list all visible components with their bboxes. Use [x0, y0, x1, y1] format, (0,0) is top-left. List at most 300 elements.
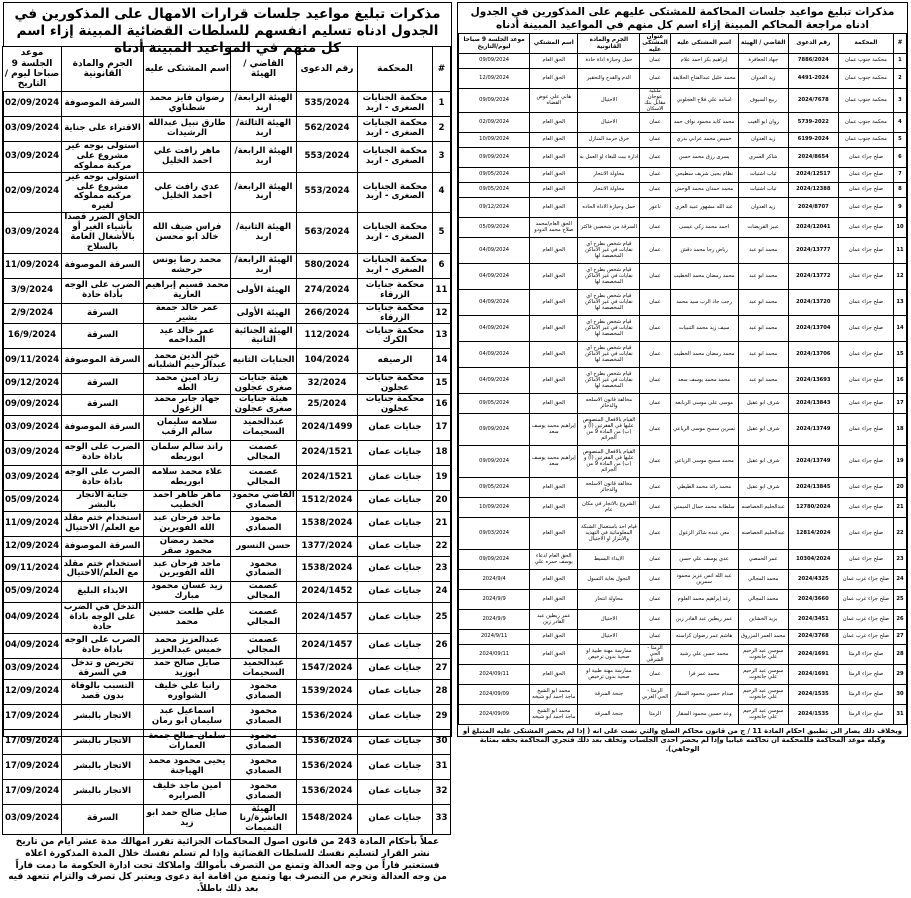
cell-crime: السرقة [62, 804, 144, 835]
cell-judge: الهيئة الثالثة/ اربد [231, 117, 297, 142]
cell-case: 1536/2024 [297, 754, 358, 779]
table-row [459, 590, 907, 610]
cell-judge: شرف ابو عقيل [738, 478, 788, 498]
cell-num: 25 [893, 590, 906, 610]
col-header-plaintiff: اسم المشتكي [530, 34, 578, 54]
cell-date: 09/11/2024 [3, 557, 62, 582]
table-row [459, 69, 907, 89]
cell-date: 04/09/2024 [3, 603, 62, 634]
cell-case: 2024/1457 [297, 633, 358, 658]
cell-name: محمد رمضان محمد الخطيب [670, 342, 738, 368]
cell-addr: عمان [640, 590, 670, 610]
cell-num: 13 [893, 290, 906, 316]
cell-date: 04/09/2024 [459, 238, 530, 264]
cell-case: 2024/3660 [788, 590, 838, 610]
cell-crime: محاولة الانتحار [578, 168, 640, 183]
cell-plaintiff: الحق العام [530, 630, 578, 645]
table-row [459, 518, 907, 550]
cell-court: صلح جزاء الرمثا [838, 645, 893, 665]
cell-date: 2024/9/9 [459, 590, 530, 610]
cell-crime: التسبب بالوفاة بدون قصد [62, 679, 144, 704]
table-row [459, 218, 907, 238]
cell-name: سلطانه محمد جمال الميمني [670, 498, 738, 518]
cell-addr: عمان [640, 133, 670, 148]
cell-name: محمد عمر فرا [670, 665, 738, 685]
cell-crime: السرقة الموصوفة [62, 92, 144, 117]
cell-crime: السرقة الموصوفة [62, 536, 144, 557]
cell-case: 112/2024 [297, 324, 358, 349]
cell-num: 30 [893, 685, 906, 705]
cell-name: خير الدين محمد عبدالرحيم الشلبانه [144, 349, 231, 374]
cell-num: 1 [893, 54, 906, 69]
cell-court: صلح جزاء الرمثا [838, 665, 893, 685]
cell-name: رغد إبراهيم محمد العلوم [670, 590, 738, 610]
cell-num: 16 [433, 395, 451, 416]
cell-addr: عمان [640, 446, 670, 478]
cell-date: 03/09/2024 [3, 415, 62, 440]
cell-addr: الرمثا [640, 705, 670, 725]
cell-name: صايل صالح حمد ابو زيد [144, 804, 231, 835]
cell-judge: سوسن عبد الرحيم علي جانخوت [738, 665, 788, 685]
table-row [459, 316, 907, 342]
cell-num: 17 [893, 394, 906, 414]
table-row [459, 478, 907, 498]
table-row [459, 290, 907, 316]
cell-judge: ثياب اشتيات [738, 183, 788, 198]
cell-case: 1547/2024 [297, 658, 358, 679]
table-row [459, 550, 907, 570]
cell-num: 9 [893, 198, 906, 218]
cell-case: 2024/13843 [788, 394, 838, 414]
table-row [3, 582, 451, 603]
cell-court: محكمة جنايات الزرقاء [358, 278, 433, 303]
cell-judge: هيئة جنايات صغرى عجلون [231, 374, 297, 395]
cell-date: 10/09/2024 [459, 498, 530, 518]
cell-crime: مخالفة قانون الاسلحه والذخائر [578, 394, 640, 414]
cell-case: 553/2024 [297, 172, 358, 213]
cell-case: 2024/1691 [788, 645, 838, 665]
cell-name: طارق نبيل عبدالله الرشيدات [144, 117, 231, 142]
cell-name: سلمان صالح جمعة العمارات [144, 729, 231, 754]
cell-case: 1377/2024 [297, 536, 358, 557]
col-header-num: # [893, 34, 906, 54]
cell-addr: عمان [640, 183, 670, 198]
cell-court: محكمة جنوب عمان [838, 54, 893, 69]
cell-case: 7886/2024 [788, 54, 838, 69]
cell-court: صلح جزاء عمان [838, 550, 893, 570]
cell-name: محمد قسيم إبراهيم العارية [144, 278, 231, 303]
cell-num: 12 [433, 303, 451, 324]
cell-case: 2024/3451 [788, 610, 838, 630]
cell-court: صلح جزاء عمان [838, 394, 893, 414]
cell-num: 24 [893, 570, 906, 590]
col-header-defendant: اسم المشتكى عليه [670, 34, 738, 54]
cell-court: محكمة جنايات الكرك [358, 324, 433, 349]
cell-judge: هيئة جنايات صغرى عجلون [231, 395, 297, 416]
cell-date: 16/9/2024 [3, 324, 62, 349]
cell-name: عدي يوسف علي حسن [670, 550, 738, 570]
cell-addr: عمان [640, 69, 670, 89]
cell-date: 05/09/2024 [3, 490, 62, 511]
cell-case: 1536/2024 [297, 704, 358, 729]
cell-date: 2024/09/11 [459, 645, 530, 665]
cell-case: 2024/1499 [297, 415, 358, 440]
cell-crime: التجول بغاية التسول [578, 570, 640, 590]
cell-case: 2024/1457 [297, 603, 358, 634]
cell-crime: ادارة بيت للبغاء او العمل به [578, 148, 640, 168]
cell-court: صلح جزاء عمان [838, 290, 893, 316]
cell-num: 27 [893, 630, 906, 645]
cell-name: إبراهيم بكر احمد علام [670, 54, 738, 69]
cell-plaintiff: محمد ابو الشيخ ماجد احمد ابو شيخه [530, 705, 578, 725]
cell-judge: زيد العدوان [738, 133, 788, 148]
table-row [3, 213, 451, 254]
table-row [3, 142, 451, 173]
cell-date: 04/09/2024 [3, 633, 62, 658]
cell-date: 03/09/2024 [3, 658, 62, 679]
table-row [3, 511, 451, 536]
cell-case: 1536/2024 [297, 779, 358, 804]
right-notice-table [458, 33, 907, 725]
cell-name: فراس ضيف الله خالد ابو محسن [144, 213, 231, 254]
cell-plaintiff: عمر ريطين عبد القادر زين [530, 610, 578, 630]
cell-date: 2024/9/9 [459, 610, 530, 630]
cell-court: جنايات عمان [358, 536, 433, 557]
cell-num: 15 [433, 374, 451, 395]
cell-date: 09/09/2024 [459, 414, 530, 446]
cell-date: 17/09/2024 [3, 704, 62, 729]
table-row [3, 253, 451, 278]
cell-judge: زيد العدوان [738, 198, 788, 218]
cell-name: محمد رائد محمد الطيطي [670, 478, 738, 498]
cell-crime: الايذاء البليغ [62, 582, 144, 603]
cell-judge: الهيئة الأولى [231, 303, 297, 324]
cell-date: 2024/9/11 [459, 630, 530, 645]
cell-judge: عصمت المجالي [231, 582, 297, 603]
cell-case: 32/2024 [297, 374, 358, 395]
cell-crime: الاتجار بالبشر [62, 779, 144, 804]
cell-court: محكمة الجنايات الصغرى - اربد [358, 213, 433, 254]
cell-date: 04/09/2024 [459, 342, 530, 368]
cell-crime: الشروع بالاتجار في مكان عام [578, 498, 640, 518]
cell-judge: الهيئة الرابعة/ اربد [231, 172, 297, 213]
cell-date: 09/09/2024 [459, 54, 530, 69]
table-row [459, 685, 907, 705]
cell-crime: الاحتيال [578, 630, 640, 645]
cell-name: اسامه علي فلاح العجلوني [670, 89, 738, 113]
cell-date: 12/09/2024 [459, 69, 530, 89]
left-table-body [3, 92, 451, 835]
cell-case: 2024/13704 [788, 316, 838, 342]
cell-num: 29 [433, 704, 451, 729]
cell-addr: عمان [640, 610, 670, 630]
table-row [3, 490, 451, 511]
cell-case: 1548/2024 [297, 804, 358, 835]
cell-plaintiff: الحق العام [530, 238, 578, 264]
cell-date: 09/09/2024 [459, 550, 530, 570]
cell-case: 2024/12517 [788, 168, 838, 183]
cell-num: 29 [893, 665, 906, 685]
cell-judge: محمد المجالي [738, 570, 788, 590]
table-row [459, 198, 907, 218]
cell-court: صلح جزاء عمان [838, 238, 893, 264]
cell-addr: عمان [640, 394, 670, 414]
cell-name: ماجد فرحان عبد الله الفويرين [144, 511, 231, 536]
cell-date: 04/09/2024 [459, 368, 530, 394]
cell-date: 04/09/2024 [459, 316, 530, 342]
cell-num: 27 [433, 658, 451, 679]
cell-court: محكمة الجنايات الصغرى - اربد [358, 92, 433, 117]
col-header-judge: القاضي / الهيئة [738, 34, 788, 54]
left-notice-table [2, 46, 451, 835]
left-notice-title: مذكرات تبليغ مواعيد جلسات قرارات الامهال على المذكورين في الجدول ادناه تسليم انفسهم للسلطات القضائية المبينة إزاء اسم كل منهم في المواعيد المبينة أدناه [14, 6, 441, 56]
cell-num: 12 [893, 264, 906, 290]
cell-case: 2024/13777 [788, 238, 838, 264]
cell-crime: الاتجار بالبشر [62, 704, 144, 729]
cell-court: صلح جزاء عمان [838, 264, 893, 290]
cell-plaintiff: الحق العام [530, 590, 578, 610]
cell-case: 274/2024 [297, 278, 358, 303]
right-notice-footer: وبخلاف ذلك يصار الى تطبيق احكام المادة 11 / ج من قانون محاكم الصلح والتي نصت على انه ( إذا لم يحضر المشتكى عليه المتبلغ أو وكيله موعد المحاكمة فللمحكمة ان تحاكمه غيابيا وإذا لم يحضر احدى الجلسات وتخلف بعد ذلك فتجري المحاكمة بحقه بمثابة الوجاهي). [462, 727, 903, 754]
table-row [3, 804, 451, 835]
cell-name: جهاد جابر محمد الزغول [144, 395, 231, 416]
cell-date: 03/09/2024 [3, 465, 62, 490]
cell-crime: الاحتيال [578, 610, 640, 630]
cell-case: 2024/13706 [788, 342, 838, 368]
cell-case: 2024/1535 [788, 705, 838, 725]
cell-date: 02/09/2024 [3, 92, 62, 117]
cell-name: رانيا علي خليف الشواوره [144, 679, 231, 704]
cell-judge: الهيئة الجنائية الثانية [231, 324, 297, 349]
cell-num: 31 [433, 754, 451, 779]
cell-date: 17/09/2024 [3, 754, 62, 779]
cell-date: 2024/9/4 [459, 570, 530, 590]
cell-case: 104/2024 [297, 349, 358, 374]
cell-name: محمد سميح موسى الرياعي [670, 446, 738, 478]
cell-crime: السرقة [62, 324, 144, 349]
cell-name: محمد محمد يوسف سعد [670, 368, 738, 394]
cell-num: 20 [893, 478, 906, 498]
table-row [459, 183, 907, 198]
cell-crime: استخدام ختم مقلد مع العلم/ الاحتيال [62, 511, 144, 536]
col-header-court: المحكمة [838, 34, 893, 54]
cell-date: 12/09/2024 [3, 679, 62, 704]
cell-crime: السرقة الموصوفة [62, 349, 144, 374]
cell-crime: القيام بالافعال المنصوص عليها في الفقرتين (أ) و (ب) من المادة 9 من الجرائم [578, 446, 640, 478]
cell-plaintiff: الحق العام [530, 54, 578, 69]
col-header-date: موعد الجلسة 9 صباحا ليوم/التاريخ [459, 34, 530, 54]
cell-date: 03/09/2024 [3, 117, 62, 142]
cell-crime: جنحة السرقة [578, 685, 640, 705]
cell-crime: السرقة من شخصين فاكثر [578, 218, 640, 238]
cell-crime: جناية الاتجار بالبشر [62, 490, 144, 511]
table-row [3, 395, 451, 416]
cell-plaintiff: الحق العام [530, 342, 578, 368]
cell-name: يسرى رزق محمد حسن [670, 148, 738, 168]
cell-judge: الهيئة الرابعة/ اربد [231, 142, 297, 173]
cell-judge: محمود الصمادي [231, 729, 297, 754]
table-row [459, 238, 907, 264]
cell-crime: السرقة [62, 395, 144, 416]
right-table-header-row [459, 34, 907, 54]
table-row [459, 264, 907, 290]
cell-plaintiff: الحق العام [530, 264, 578, 290]
table-row [3, 440, 451, 465]
cell-court: صلح جزاء الرمثا [838, 705, 893, 725]
cell-court: جنايات عمان [358, 729, 433, 754]
cell-name: عمر ريطين عبد القادر زين [670, 610, 738, 630]
cell-case: 2024/1535 [788, 685, 838, 705]
cell-num: 5 [893, 133, 906, 148]
table-row [459, 394, 907, 414]
cell-plaintiff: الحق العام [530, 368, 578, 394]
cell-addr: عمان [640, 218, 670, 238]
cell-name: سيف زيد محمد التنبيات [670, 316, 738, 342]
cell-addr: عمان [640, 238, 670, 264]
cell-num: 15 [893, 342, 906, 368]
table-row [3, 303, 451, 324]
cell-court: جنايات عمان [358, 603, 433, 634]
cell-addr: ملكية عوجان مقابل بنك الاسكان [640, 89, 670, 113]
cell-addr: عمان [640, 148, 670, 168]
cell-date: 17/09/2024 [3, 779, 62, 804]
cell-crime: الاتجار بالبشر [62, 754, 144, 779]
cell-crime: الضرب على الوجه باداة حادة [62, 440, 144, 465]
cell-name: علي طلعت حسين محمد [144, 603, 231, 634]
cell-court: جنايات عمان [358, 754, 433, 779]
cell-crime: القيام بالافعال المنصوص عليها في الفقرتين (أ) و (ب) من المادة 9 من الجرائم [578, 414, 640, 446]
cell-addr: عمان [640, 630, 670, 645]
cell-name: عدي رافت علي احمد الخليل [144, 172, 231, 213]
cell-num: 13 [433, 324, 451, 349]
table-row [3, 729, 451, 754]
cell-judge: سوسن عبد الرحيم علي جانخوت [738, 645, 788, 665]
table-row [459, 342, 907, 368]
col-header-num: # [433, 47, 451, 92]
table-row [459, 446, 907, 478]
cell-name: محمد رمضان محمود صقر [144, 536, 231, 557]
cell-case: 553/2024 [297, 142, 358, 173]
cell-num: 21 [433, 511, 451, 536]
cell-name: موسى علي موسى الربابعه [670, 394, 738, 414]
cell-name: رياض رجا محمد دقش [670, 238, 738, 264]
cell-plaintiff: الحق العام [530, 113, 578, 133]
table-row [3, 603, 451, 634]
cell-num: 26 [433, 633, 451, 658]
cell-date: 2/9/2024 [3, 303, 62, 324]
cell-case: 2024/8654 [788, 148, 838, 168]
table-row [3, 465, 451, 490]
col-header-crime: الجرم والمادة القانونية [578, 34, 640, 54]
cell-date: 12/09/2024 [3, 536, 62, 557]
cell-num: 18 [893, 414, 906, 446]
cell-name: رجب جاد الرب سيد محمد [670, 290, 738, 316]
cell-name: خميس محمد عرابي بدري [670, 133, 738, 148]
cell-addr: عمان [640, 518, 670, 550]
cell-name: عبد الله انس عزيز محمود سمرين [670, 570, 738, 590]
cell-name: محمد رضا يونس حرحشه [144, 253, 231, 278]
table-row [459, 148, 907, 168]
cell-case: 2024/13772 [788, 264, 838, 290]
cell-addr: عمان [640, 478, 670, 498]
table-row [3, 679, 451, 704]
cell-court: صلح جزاء عمان [838, 368, 893, 394]
cell-court: محكمة جنايات الزرقاء [358, 303, 433, 324]
cell-name: محمد حمدان محمد الوحش [670, 183, 738, 198]
cell-crime: الاتجار بالبشر [62, 729, 144, 754]
cell-name: عبدالعزيز محمد خميس عبدالعزيز [144, 633, 231, 658]
cell-court: صلح جزاء عمان [838, 342, 893, 368]
cell-date: 11/09/2024 [3, 253, 62, 278]
cell-crime: خرق حرمة المنازل [578, 133, 640, 148]
cell-num: 20 [433, 490, 451, 511]
cell-court: جنايات عمان [358, 511, 433, 536]
cell-crime: قيام شخص بطرح اي نفايات في غير الاماكن المخصصة لها [578, 316, 640, 342]
cell-crime: السرقة [62, 303, 144, 324]
cell-date: 03/09/2024 [3, 804, 62, 835]
cell-crime: ممارسة مهنة طبية او صحية بدون ترخيص [578, 665, 640, 685]
cell-judge: شرف ابو عقيل [738, 446, 788, 478]
cell-name: سلامه سليمان سالم الرقب [144, 415, 231, 440]
cell-date: 09/09/2024 [3, 395, 62, 416]
cell-plaintiff: هاني علي عوض القضاه [530, 89, 578, 113]
cell-date: 10/09/2024 [459, 133, 530, 148]
cell-crime: محاولة انتحار [578, 590, 640, 610]
cell-num: 11 [893, 238, 906, 264]
table-row [459, 610, 907, 630]
cell-judge: سوسن عبد الرحيم علي جانخوت [738, 705, 788, 725]
cell-name: راند سالم سلمان ابوريطه [144, 440, 231, 465]
table-row [3, 779, 451, 804]
cell-judge: محمد ابو عبد [738, 368, 788, 394]
cell-court: جنايات عمان [358, 779, 433, 804]
cell-judge: جهاد الجعافرة [738, 54, 788, 69]
cell-judge: عبدالحليم الخصاصنه [738, 498, 788, 518]
cell-name: محمد حسن علي رشيد [670, 645, 738, 665]
cell-case: 4491-2024 [788, 69, 838, 89]
table-row [3, 557, 451, 582]
cell-judge: محمود الصمادي [231, 754, 297, 779]
cell-judge: شاكر العمري [738, 148, 788, 168]
cell-court: محكمة جنايات عجلون [358, 374, 433, 395]
cell-judge: ثياب اشتيات [738, 168, 788, 183]
cell-name: صايل صالح حمد ابوزيد [144, 658, 231, 679]
cell-num: 24 [433, 582, 451, 603]
table-row [459, 498, 907, 518]
cell-case: 563/2024 [297, 213, 358, 254]
table-row [459, 113, 907, 133]
cell-court: صلح جزاء عمان [838, 316, 893, 342]
cell-plaintiff: الحق العام/محمد صلاح محمد الدودو [530, 218, 578, 238]
cell-judge: محمد ابو عبد [738, 290, 788, 316]
cell-court: جنايات عمان [358, 415, 433, 440]
cell-case: 580/2024 [297, 253, 358, 278]
cell-addr: عمان [640, 414, 670, 446]
cell-judge: عصمت المجالي [231, 440, 297, 465]
cell-judge: الهيئة العاشرة/رنا التميمات [231, 804, 297, 835]
cell-case: 562/2024 [297, 117, 358, 142]
cell-date: 03/09/2024 [3, 213, 62, 254]
col-header-case: رقم الدعوى [788, 34, 838, 54]
cell-date: 2024/09/11 [459, 665, 530, 685]
cell-plaintiff: الحق العام [530, 198, 578, 218]
cell-date: 17/09/2024 [3, 729, 62, 754]
cell-date: 3/9/2024 [3, 278, 62, 303]
col-header-judge: القاضي / الهيئة [231, 47, 297, 92]
cell-court: محكمة جنوب عمان [838, 113, 893, 133]
cell-plaintiff: الحق العام [530, 478, 578, 498]
cell-num: 23 [433, 557, 451, 582]
